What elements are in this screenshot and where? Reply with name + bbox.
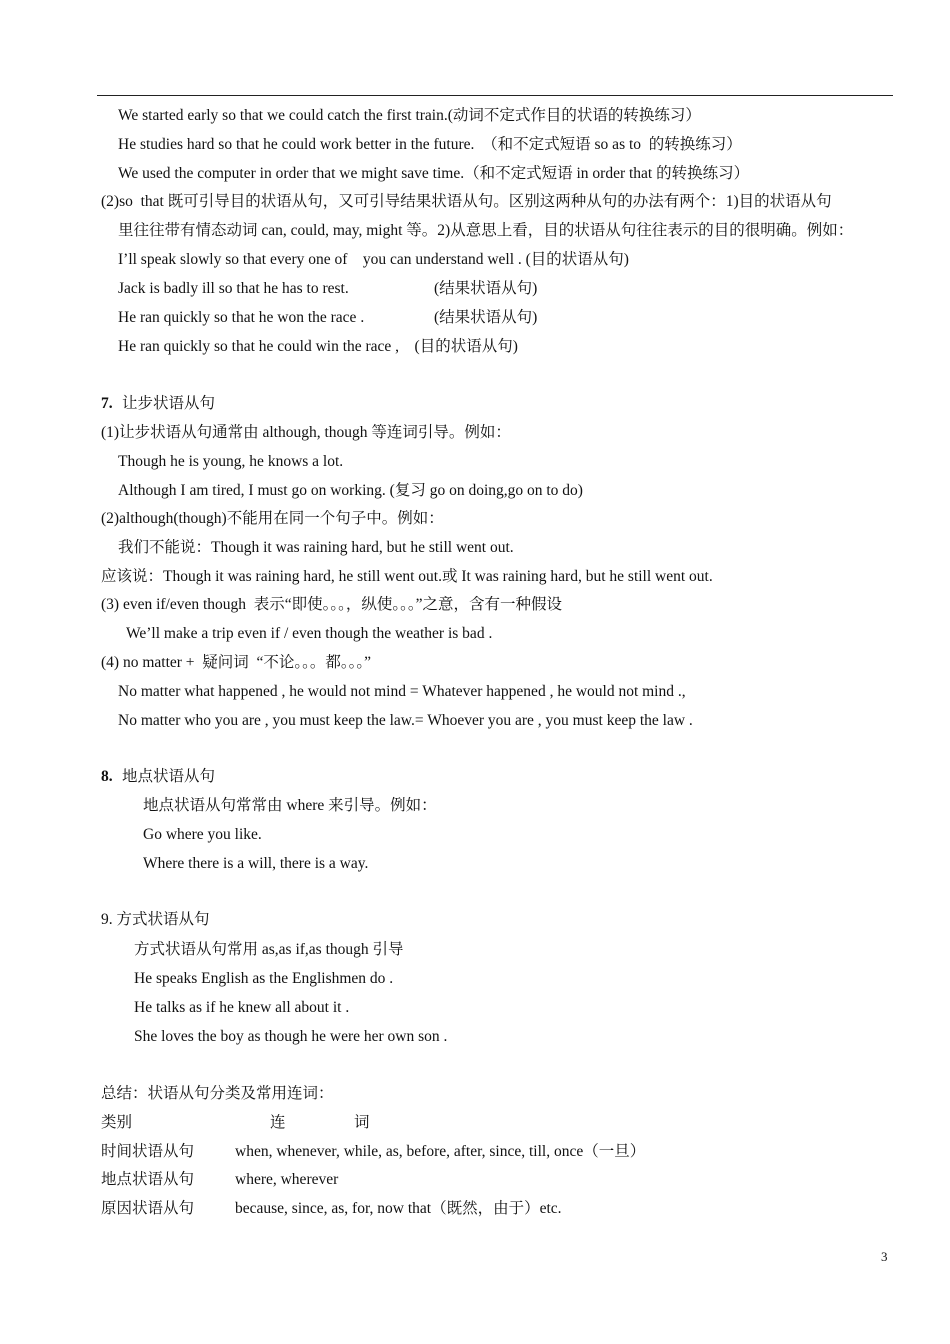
text-line: 里往往带有情态动词 can, could, may, might 等。2)从意思上看，目的状语从句往往表示的目的很明确。例如： — [118, 222, 854, 239]
example-sentence: He ran quickly so that he could win the race , (目的状语从句) — [118, 338, 518, 355]
example-sentence: He talks as if he knew all about it . — [134, 999, 350, 1016]
header-rule — [97, 95, 893, 96]
text-line: (2)although(though)不能用在同一个句子中。例如： — [101, 510, 444, 527]
page-number: 3 — [881, 1249, 888, 1264]
example-sentence: Go where you like. — [143, 826, 262, 843]
table-row-conjunctions: where, wherever — [235, 1171, 339, 1188]
example-sentence: Although I am tired, I must go on working. (复习 go on doing,go on to do) — [118, 482, 583, 499]
text-line: (4) no matter + 疑问词 “不论。。。都。。。” — [101, 654, 372, 671]
example-sentence: She loves the boy as though he were her own son . — [134, 1028, 448, 1045]
section-heading: 让步状语从句 — [122, 395, 216, 412]
example-sentence: 应该说：Though it was raining hard, he still went out.或 It was raining hard, but he still went out. — [101, 568, 713, 585]
example-note: (结果状语从句) — [434, 309, 538, 326]
table-header-conj-2: 词 — [354, 1114, 370, 1131]
section-heading: 地点状语从句 — [122, 768, 216, 785]
table-row-conjunctions: when, whenever, while, as, before, after, since, till, once（一旦） — [235, 1143, 646, 1160]
example-sentence: No matter what happened , he would not mind = Whatever happened , he would not mind ., — [118, 683, 686, 700]
example-sentence: No matter who you are , you must keep the law.= Whoever you are , you must keep the law . — [118, 712, 693, 729]
example-sentence: I’ll speak slowly so that every one of you can understand well . (目的状语从句) — [118, 251, 629, 268]
example-sentence: We’ll make a trip even if / even though the weather is bad . — [126, 625, 493, 642]
example-note: (结果状语从句) — [434, 280, 538, 297]
table-header-conj-1: 连 — [270, 1114, 286, 1131]
example-sentence: Though he is young, he knows a lot. — [118, 453, 344, 470]
text-line: He studies hard so that he could work better in the future. （和不定式短语 so as to 的转换练习） — [118, 136, 742, 153]
summary-heading: 总结：状语从句分类及常用连词： — [101, 1085, 334, 1102]
example-sentence: He ran quickly so that he won the race . — [118, 309, 365, 326]
section-heading: 9. 方式状语从句 — [101, 911, 210, 928]
example-sentence: He speaks English as the Englishmen do . — [134, 970, 394, 987]
example-sentence: Jack is badly ill so that he has to rest. — [118, 280, 349, 297]
text-line: We started early so that we could catch the first train.(动词不定式作目的状语的转换练习） — [118, 107, 701, 124]
table-row-category: 时间状语从句 — [101, 1143, 195, 1160]
section-number: 7. — [101, 395, 113, 412]
table-row-category: 原因状语从句 — [101, 1200, 195, 1217]
example-sentence: 我们不能说：Though it was raining hard, but he still went out. — [118, 539, 514, 556]
text-line: (3) even if/even though 表示“即使。。。，纵使。。。”之意，含有一种假设 — [101, 596, 563, 613]
text-line: 方式状语从句常用 as,as if,as though 引导 — [134, 941, 404, 958]
section-number: 8. — [101, 768, 113, 785]
table-row-category: 地点状语从句 — [101, 1171, 195, 1188]
text-line: 地点状语从句常常由 where 来引导。例如： — [143, 797, 437, 814]
table-row-conjunctions: because, since, as, for, now that（既然，由于）etc. — [235, 1200, 562, 1217]
table-header-category: 类别 — [101, 1114, 133, 1131]
text-line: (2)so that 既可引导目的状语从句，又可引导结果状语从句。区别这两种从句的办法有两个：1)目的状语从句 — [101, 193, 832, 210]
example-sentence: Where there is a will, there is a way. — [143, 855, 369, 872]
text-line: (1)让步状语从句通常由 although, though 等连词引导。例如： — [101, 424, 511, 441]
text-line: We used the computer in order that we might save time.（和不定式短语 in order that 的转换练习） — [118, 165, 750, 182]
